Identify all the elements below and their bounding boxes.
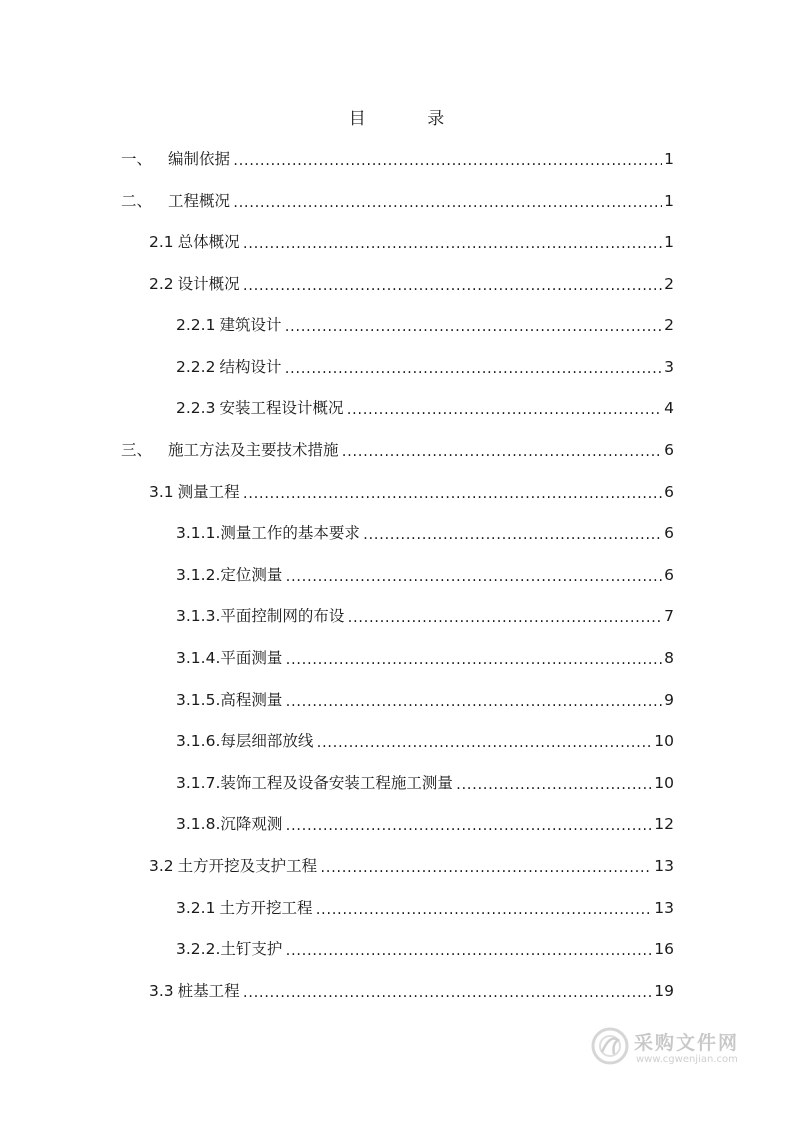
toc-entry-3-1-5[interactable] (176, 686, 674, 710)
toc-entry-number: 3.2.1 (176, 899, 216, 917)
toc-dot-leader (283, 361, 662, 377)
toc-entry-3-1-1[interactable] (176, 519, 674, 543)
toc-entry-3-1-2[interactable] (176, 561, 674, 585)
toc-entry-3-1-4[interactable] (176, 644, 674, 668)
toc-entry-label: 土钉支护 (220, 940, 283, 958)
toc-dot-leader (284, 569, 662, 585)
toc-page-number: 8 (664, 649, 674, 667)
toc-entry-3-1[interactable] (149, 478, 674, 502)
toc-dot-leader (315, 735, 652, 751)
toc-entry-3[interactable] (121, 436, 674, 460)
toc-dot-leader (284, 652, 662, 668)
toc-page-number: 10 (654, 774, 674, 792)
toc-page-number: 6 (664, 483, 674, 501)
toc-entry-2[interactable] (121, 187, 674, 211)
toc-entry-label: 装饰工程及设备安装工程施工测量 (220, 774, 453, 792)
page-title: 目 录 (348, 109, 473, 129)
toc-entry-number: 3.1.1. (176, 524, 221, 542)
toc-entry-2-2-3[interactable] (176, 394, 674, 418)
toc-page-number: 6 (664, 566, 674, 584)
toc-page-number: 10 (654, 732, 674, 750)
toc-entry-number: 3.2 (149, 857, 174, 875)
toc-dot-leader (341, 444, 663, 460)
toc-entry-number: 3.1 (149, 483, 174, 501)
toc-entry-number: 3.1.4. (176, 649, 221, 667)
toc-dot-leader (319, 860, 652, 876)
toc-entry-3-3[interactable] (149, 977, 674, 1001)
watermark-logo-icon (590, 1026, 630, 1066)
toc-page-number: 2 (664, 275, 674, 293)
toc-entry-number: 3.1.5. (176, 691, 221, 709)
toc-entry-label: 设计概况 (177, 275, 240, 293)
toc-dot-leader (242, 236, 662, 252)
toc-entry-label: 施工方法及主要技术措施 (168, 441, 339, 459)
toc-entry-2-2-2[interactable] (176, 353, 674, 377)
toc-entry-number: 3.1.7. (176, 774, 221, 792)
toc-entry-label: 测量工作的基本要求 (220, 524, 360, 542)
toc-entry-3-1-7[interactable] (176, 769, 674, 793)
toc-entry-label: 建筑设计 (219, 316, 282, 334)
toc-dot-leader (232, 153, 662, 169)
site-watermark (590, 1022, 750, 1074)
toc-entry-label: 测量工程 (177, 483, 240, 501)
toc-page-number: 1 (664, 192, 674, 210)
toc-entry-label: 沉降观测 (220, 815, 283, 833)
toc-entry-1[interactable] (121, 145, 674, 169)
toc-entry-label: 总体概况 (177, 233, 240, 251)
toc-entry-label: 结构设计 (219, 358, 282, 376)
toc-entry-number: 2.2.2 (176, 358, 216, 376)
toc-entry-number: 二、 (121, 192, 153, 210)
toc-page-number: 1 (664, 233, 674, 251)
toc-entry-3-2-2[interactable] (176, 935, 674, 959)
toc-entry-number: 3.1.3. (176, 607, 221, 625)
toc-entry-number: 2.2.3 (176, 399, 216, 417)
toc-page-number: 4 (664, 399, 674, 417)
toc-entry-2-2-1[interactable] (176, 311, 674, 335)
toc-dot-leader (362, 527, 662, 543)
toc-entry-2-2[interactable] (149, 270, 674, 294)
toc-entry-label: 土方开挖工程 (219, 899, 313, 917)
toc-dot-leader (345, 402, 662, 418)
toc-page-number: 19 (654, 982, 674, 1000)
toc-dot-leader (242, 278, 662, 294)
toc-entry-3-1-3[interactable] (176, 602, 674, 626)
toc-entry-number: 3.2.2. (176, 940, 221, 958)
toc-dot-leader (242, 486, 662, 502)
toc-dot-leader (232, 195, 662, 211)
toc-entry-number: 一、 (121, 150, 153, 168)
toc-dot-leader (242, 985, 653, 1001)
toc-entry-3-2[interactable] (149, 852, 674, 876)
toc-entry-label: 每层细部放线 (220, 732, 314, 750)
toc-entry-label: 安装工程设计概况 (219, 399, 344, 417)
toc-dot-leader (314, 902, 652, 918)
toc-entry-number: 2.1 (149, 233, 174, 251)
toc-dot-leader (284, 694, 662, 710)
toc-dot-leader (455, 777, 652, 793)
toc-page-number: 6 (664, 441, 674, 459)
toc-entry-label: 平面测量 (220, 649, 283, 667)
toc-entry-3-1-6[interactable] (176, 727, 674, 751)
toc-entry-number: 三、 (121, 441, 153, 459)
toc-entry-number: 3.1.8. (176, 815, 221, 833)
toc-page-number: 9 (664, 691, 674, 709)
toc-dot-leader (346, 610, 662, 626)
watermark-site-name: 采购文件网 (634, 1032, 740, 1054)
toc-entry-number: 2.2 (149, 275, 174, 293)
toc-entry-label: 桩基工程 (177, 982, 240, 1000)
toc-entry-number: 2.2.1 (176, 316, 216, 334)
toc-entry-label: 平面控制网的布设 (220, 607, 345, 625)
toc-page-number: 13 (654, 899, 674, 917)
toc-page-number: 7 (664, 607, 674, 625)
toc-entry-label: 高程测量 (220, 691, 283, 709)
toc-dot-leader (283, 319, 662, 335)
toc-dot-leader (284, 818, 652, 834)
toc-page-number: 3 (664, 358, 674, 376)
toc-entry-3-2-1[interactable] (176, 894, 674, 918)
toc-page-number: 1 (664, 150, 674, 168)
toc-entry-number: 3.3 (149, 982, 174, 1000)
toc-page-number: 6 (664, 524, 674, 542)
watermark-site-url: www.cgwenjian.com (636, 1054, 738, 1065)
toc-page-number: 2 (664, 316, 674, 334)
toc-page-number: 16 (654, 940, 674, 958)
toc-page-number: 12 (654, 815, 674, 833)
toc-entry-number: 3.1.2. (176, 566, 221, 584)
toc-entry-2-1[interactable] (149, 228, 674, 252)
toc-entry-label: 土方开挖及支护工程 (177, 857, 318, 875)
toc-entry-label: 编制依据 (168, 150, 231, 168)
toc-entry-number: 3.1.6. (176, 732, 221, 750)
toc-page-number: 13 (654, 857, 674, 875)
toc-entry-label: 工程概况 (168, 192, 231, 210)
toc-entry-3-1-8[interactable] (176, 810, 674, 834)
toc-dot-leader (284, 943, 652, 959)
toc-entry-label: 定位测量 (220, 566, 283, 584)
